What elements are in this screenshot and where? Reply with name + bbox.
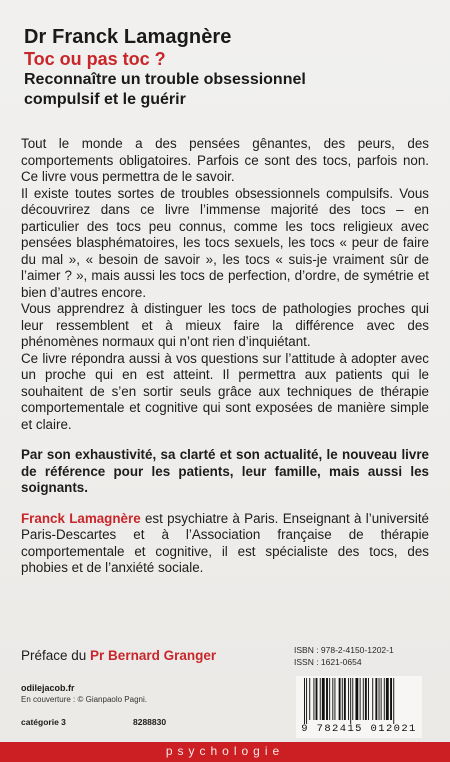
barcode-number: 9 782415 012021	[301, 723, 417, 735]
barcode-bar	[309, 678, 310, 720]
barcode-bar	[365, 678, 367, 720]
bio-text: est psychiatre à Paris. Enseignant à l’université Paris-Descartes et à l’Association française de thérapie comportementale et cognitive, il est spécialiste des tocs, des phobies et de l’anxiété sociale.	[21, 510, 429, 575]
product-code: 8288830	[133, 717, 167, 727]
subtitle-line-1: Reconnaître un trouble obsessionnel	[24, 71, 306, 88]
blurb-paragraph-3: Vous apprendrez à distinguer les tocs de pathologies proches qui leur ressemblent et à mieux faire la différence avec des phénomènes normaux qui n’ont rien d’inquiétant.	[21, 301, 429, 349]
barcode-bar	[363, 678, 364, 720]
barcode-bar	[375, 678, 377, 720]
book-title: Toc ou pas toc ?	[24, 49, 166, 69]
issn: ISSN : 1621-0654	[294, 657, 362, 667]
barcode-bar	[313, 678, 314, 720]
preface-line	[21, 648, 216, 664]
barcode-bar	[372, 678, 373, 720]
isbn-block	[294, 644, 394, 668]
barcode-bar	[320, 678, 321, 720]
barcode-bar	[350, 678, 351, 724]
category: catégorie 3	[21, 717, 66, 727]
barcode-bar	[352, 678, 353, 720]
spacer	[21, 497, 429, 511]
barcode-bar	[384, 678, 385, 720]
barcode-bar	[379, 678, 380, 720]
book-subtitle	[24, 70, 424, 110]
blurb-lead: Par son exhaustivité, sa clarté et son actualité, le nouveau livre de référence pour les patients, leur famille, mais aussi les soignants.	[21, 447, 429, 495]
author-bio	[21, 511, 429, 577]
spacer	[21, 433, 429, 447]
barcode-bar	[348, 678, 349, 720]
barcode-bar	[326, 678, 328, 720]
barcode-bars	[302, 678, 416, 724]
preface-prefix: Préface du	[21, 648, 91, 663]
category-band-label: psychologie	[165, 744, 285, 758]
isbn: ISBN : 978-2-4150-1202-1	[294, 645, 394, 655]
blurb-paragraph-2: Il existe toutes sortes de troubles obsessionnels compulsifs. Vous découvrirez dans ce livre l’immense majorité des tocs – en particulier des tocs peu connus, comme les tocs religieux avec pensées blasphématoires, les tocs sexuels, les tocs « peur de faire du mal », « besoin de savoir », les tocs « suis-je vraiment sûr de l’aimer ? », mais aussi les tocs de perfection, d’ordre, de symétrie et bien d’autres encore.	[21, 185, 429, 300]
barcode-bar	[329, 678, 330, 720]
barcode-bar	[360, 678, 361, 720]
barcode-bar	[393, 678, 394, 724]
preface-name: Pr Bernard Granger	[90, 648, 217, 663]
bio-author-name: Franck Lamagnère	[21, 510, 141, 526]
blurb-paragraph-4: Ce livre répondra aussi à vos questions sur l’attitude à adopter avec un proche qui en est atteint. Il permettra aux patients qui le souhaitent de s’en sortir seuls grâce aux techniques de thérapie comportementale et cognitive qui sont exposées de manière simple et claire.	[21, 350, 429, 432]
barcode	[296, 676, 422, 738]
publisher-website: odilejacob.fr	[21, 683, 75, 693]
barcode-bar	[322, 678, 325, 720]
barcode-bar	[332, 678, 333, 720]
barcode-bar	[390, 678, 392, 720]
blurb-paragraph-1: Tout le monde a des pensées gênantes, des peurs, des comportements obligatoires. Parfois ce sont des tocs, parfois non. Ce livre vous permettra de le savoir.	[21, 136, 429, 184]
blurb	[21, 136, 429, 577]
cover-header	[24, 26, 424, 110]
barcode-bar	[306, 678, 307, 724]
barcode-bar	[386, 678, 389, 720]
barcode-bar	[304, 678, 305, 724]
cover-credit: En couverture : © Gianpaolo Pagni.	[21, 695, 147, 704]
barcode-bar	[344, 678, 346, 720]
barcode-bar	[339, 678, 341, 720]
barcode-bar	[368, 678, 369, 720]
barcode-bar	[342, 678, 343, 720]
barcode-bar	[381, 678, 382, 720]
barcode-bar	[355, 678, 358, 720]
barcode-bar	[316, 678, 318, 720]
subtitle-line-2: compulsif et le guérir	[24, 91, 186, 108]
author-name: Dr Franck Lamagnère	[24, 26, 232, 48]
barcode-bar	[334, 678, 335, 720]
